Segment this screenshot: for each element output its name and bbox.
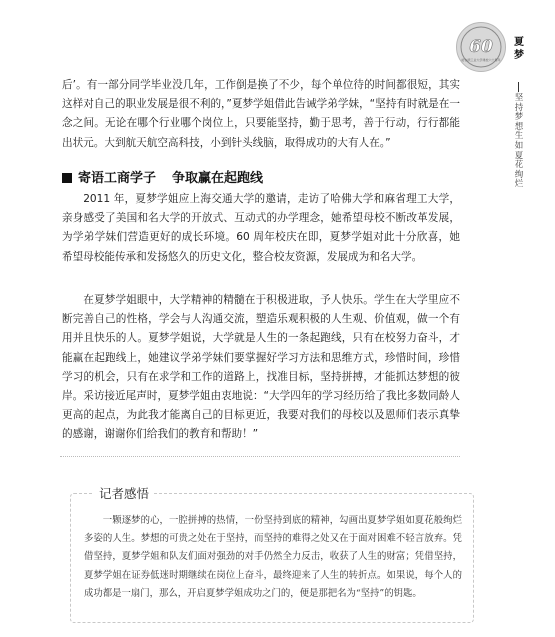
heading-square-icon (62, 173, 72, 183)
logo-caption: 哈尔滨工业大学建校六十周年 (461, 58, 501, 62)
intro-paragraph: 后’。有一部分同学毕业没几年，工作倒是换了不少，每个单位待的时间都很短，其实这样对自己的职业发展是很不利的，”夏梦学姐借此告诫学弟学妹，“坚持有时就是在一念之间。无论在哪个行业哪个岗位上，只要能坚持，勤于思考，善于行动，行行都能出状元。大到航天航空高科技，小到针头线脑，取得成功的大有人在。” (62, 79, 460, 149)
reporter-box-label: 记者感悟 (94, 484, 154, 502)
anniversary-logo (456, 22, 506, 72)
section-heading-part1: 寄语工商学子 (78, 171, 157, 186)
side-divider (518, 82, 519, 92)
section-paragraph-1: 2011 年，夏梦学姐应上海交通大学的邀请，走访了哈佛大学和麻省理工大学，亲身感受了美国和名大学的开放式、互动式的办学理念，她希望母校不断改革发展，为学弟学妹们营造更好的成长环境。60 周年校庆在即，夏梦学姐对此十分欣喜，她希望母校能传承和发扬悠久的历史文化，整合校友资源，发展成为和名大学。 (62, 193, 460, 263)
anniversary-logo-icon (459, 25, 503, 69)
section-heading (62, 167, 263, 185)
logo-number: 60 (469, 37, 493, 57)
chapter-side-subtitle: 坚持梦想 生如夏花绚烂 (514, 93, 524, 190)
section-paragraph-2: 在夏梦学姐眼中，大学精神的精髓在于积极进取，予人快乐。学生在大学里应不断完善自己的性格，学会与人沟通交流，塑造乐观积极的人生观、价值观，做一个有用并且快乐的人。夏梦学姐说，大学就是人生的一条起跑线，只有在校努力奋斗，才能赢在起跑线上，她建议学弟学妹们要掌握好学习方法和思维方式，珍惜时间，珍惜学习的机会，只有在求学和工作的道路上，找准目标，坚持拼搏，才能抓达梦想的彼岸。采访接近尾声时，夏梦学姐由衷地说：“大学四年的学习经历给了我比多数同龄人更高的起点，为此我才能离自己的目标更近，我要对我们的母校以及恩师们表示真挚的感谢，谢谢你们给我们的教育和帮助！” (62, 294, 460, 441)
reporter-box-text: 一颗逐梦的心，一腔拼搏的热情，一份坚持到底的精神，勾画出夏梦学姐如夏花般绚烂多姿的人生。梦想的可贵之处在于坚持，而坚持的难得之处又在于面对困难不轻言放弃。凭借坚持，夏梦学姐和队友们面对强劲的对手仍然全力反击，收获了人生的财富；凭借坚持，夏梦学姐在证券低迷时期继续在岗位上奋斗，最终迎来了人生的转折点。如果说，每个人的成功都是一扇门，那么，开启夏梦学姐成功之门的，便是那把名为“坚持”的钥匙。 (84, 515, 462, 599)
section-heading-part2: 争取赢在起跑线 (172, 171, 264, 186)
chapter-side-title: 夏梦 (514, 37, 524, 61)
section-divider (60, 456, 460, 457)
